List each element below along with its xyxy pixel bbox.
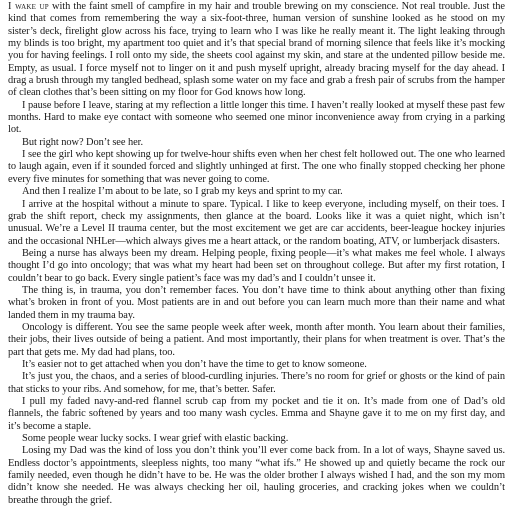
book-page bbox=[8, 1, 505, 507]
paragraph: But right now? Don’t see her. bbox=[22, 136, 144, 148]
paragraph: Some people wear lucky socks. I wear grief with elastic backing. bbox=[22, 433, 289, 445]
paragraph: It’s easier not to get attached when you don’t have the time to get to know someone. bbox=[22, 358, 367, 370]
paragraph: I arrive at the hospital without a minute to spare. Typical. I like to keep everyone, including myself, on their toes. I grab the shift report, check my assignments, then glance at the board. Looks like it was a quiet night, which isn’t unusual. We’re a Level II trauma center, but the most excitement we get are car accidents, beer-league hockey injuries and the occasional NHLer—which always gives me a heart attack, or the random boating, ATV, or lumberjack disasters. bbox=[8, 198, 505, 247]
paragraph: Losing my Dad was the kind of loss you don’t think you’ll ever come back from. In a lot of ways, Shayne saved us. Endless doctor’s appointments, sleepless nights, too many “what ifs.” He showed up and quietly became the rock our family needed, even though he didn’t have to be. He was the older brother I always wished I had, and the son my mom didn’t know she needed. He was always checking her oil, hauling groceries, and cracking jokes when we couldn’t breathe through the grief. bbox=[8, 445, 505, 506]
paragraph: I pause before I leave, staring at my reflection a little longer this time. I haven’t really looked at myself these past few months. Hard to make eye contact with someone who seemed one minor inconvenience away from crying in a parking lot. bbox=[8, 99, 505, 136]
paragraph: I pull my faded navy-and-red flannel scrub cap from my pocket and tie it on. It’s made from one of Dad’s old flannels, the fabric softened by years and too many wash cycles. Emma and Shayne gave it to me on my first day, and it’s become a staple. bbox=[8, 396, 505, 432]
paragraph: I see the girl who kept showing up for twelve-hour shifts even when her chest felt hollowed out. The one who learned to laugh again, even if it sounded forced and slightly unhinged at first. The one who finally stopped checking her phone every five minutes for something that was never going to come. bbox=[8, 149, 505, 185]
opening-paragraph-text: with the faint smell of campfire in my hair and trouble brewing on my conscience. Not real trouble. Just the kind that comes from remembering the way a six-foot-three, human version of sunshine looked as he stood on my sister’s deck, firelight glow across his face, trying to learn who I was like he really meant it. The light leaking through my blinds is too bright, my apartment too quiet and it’s that special brand of morning silence that feels like it’s mocking you for having feelings. I roll onto my side, the sheets cool against my skin, and stare at the undented pillow beside me. Empty, as usual. I force myself not to linger on it and push myself upright, already bracing myself for the day ahead. I drag a brush through my tangled bedhead, splash some water on my face and grab a fresh pair of scrubs from the hamper of clean clothes that’s been sitting on my floor for God knows how long. bbox=[8, 1, 505, 99]
opening-lead-words: I wake up bbox=[8, 1, 49, 12]
paragraph: Oncology is different. You see the same people week after week, month after month. You learn about their families, their jobs, their lives outside of being a patient. And most importantly, their plans for when treatment is over. That’s the part that gets me. My dad had plans, too. bbox=[8, 321, 505, 358]
paragraph: Being a nurse has always been my dream. Helping people, fixing people—it’s what makes me feel whole. I always thought I’d go into oncology; that was what my heart had been set on throughout college. But after my first rotation, I couldn’t bear to go back. Every single patient’s face was my dad’s and I couldn’t unsee it. bbox=[8, 247, 505, 284]
paragraph: It’s just you, the chaos, and a series of blood-curdling injuries. There’s no room for grief or ghosts or the kind of pain that sticks to your ribs. And somehow, for me, that’s better. Safer. bbox=[8, 371, 505, 395]
paragraph: And then I realize I’m about to be late, so I grab my keys and sprint to my car. bbox=[22, 186, 343, 198]
paragraph: The thing is, in trauma, you don’t remember faces. You don’t have time to think about anything other than fixing what’s broken in front of you. Most patients are in and out before you can learn much more than their name and what landed them in my trauma bay. bbox=[8, 284, 505, 321]
opening-paragraph bbox=[8, 1, 505, 100]
